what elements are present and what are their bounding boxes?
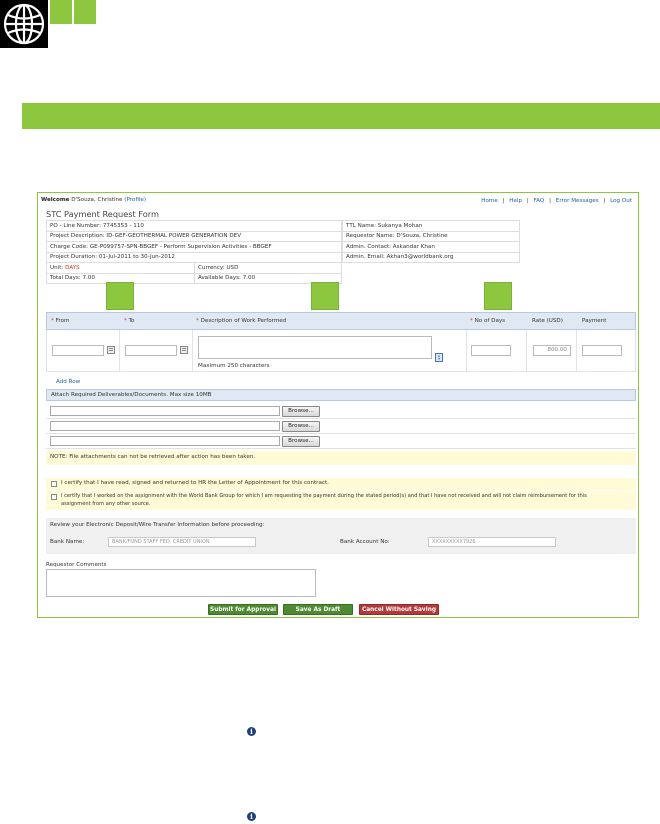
charge-code: Charge Code: GE-P099757-SPN-BBGEF - Perform Supervision Activities - BBGEF (47, 242, 342, 253)
nav-help[interactable]: Help (509, 198, 523, 204)
unit-cell (47, 263, 195, 274)
max-chars-note: Maximum 250 characters (198, 363, 270, 369)
days-input[interactable] (471, 345, 511, 356)
unit-value: DAYS (65, 264, 80, 271)
welcome-text (41, 196, 146, 204)
col-to-label: To (128, 318, 135, 324)
nav-separator: | (549, 198, 551, 204)
bank-info-section (46, 518, 636, 554)
bank-name-field: BANK/FUND STAFF FED. CREDIT UNION (108, 537, 256, 547)
world-bank-logo (0, 0, 48, 48)
to-date-input[interactable] (125, 345, 177, 356)
bank-account-field: XXXXXXXXX7926 (428, 537, 556, 547)
nav-error-messages[interactable]: Error Messages (555, 198, 599, 204)
cert-2-checkbox[interactable] (51, 494, 57, 500)
cert-1-checkbox[interactable] (51, 481, 57, 487)
cert-2-text-line-2: assignment from any other source. (61, 500, 151, 507)
work-description-textarea[interactable] (198, 336, 432, 359)
col-rate: Rate (USD) (532, 318, 563, 324)
textarea-expand-icon[interactable] (435, 353, 443, 362)
attachments-note: NOTE: File attachments can not be retrieved after action has been taken. (46, 451, 636, 465)
ttl-name: TTL Name: Sukanya Mohan (343, 221, 520, 232)
unit-label: Unit: (50, 264, 64, 271)
file-path-input[interactable] (50, 436, 280, 446)
col-payment: Payment (582, 318, 607, 324)
col-divider (119, 330, 120, 372)
user-name: D'Souza, Christine (71, 197, 123, 203)
browse-button[interactable]: Browse... (282, 436, 320, 447)
certification-1 (46, 478, 636, 490)
browse-button[interactable]: Browse... (282, 406, 320, 417)
stc-payment-form (37, 192, 639, 618)
info-icon: i (247, 727, 256, 736)
work-grid-header (46, 312, 636, 330)
nav-home[interactable]: Home (481, 198, 498, 204)
browse-button[interactable]: Browse... (282, 421, 320, 432)
submit-for-approval-button[interactable]: Submit for Approval (208, 604, 278, 615)
info-icon: i (247, 812, 256, 821)
cert-1-text: I certify that I have read, signed and returned to HR the Letter of Appointment for this contract. (61, 480, 329, 486)
admin-email: Admin. Email: Akhan3@worldbank.org (343, 252, 520, 263)
save-as-draft-button[interactable]: Save As Draft (283, 604, 353, 615)
green-marker-1 (106, 282, 134, 310)
form-title: STC Payment Request Form (46, 209, 159, 219)
profile-link[interactable]: (Profile) (124, 197, 147, 203)
cert-2-text-line-1: I certify that I worked on the assignment with the World Bank Group for which I am requesting the payment during the stated period(s) and that I have not received and will not claim reimbursement for this (61, 493, 587, 499)
green-marker-2 (311, 282, 339, 310)
rate-field: 800.00 (533, 345, 571, 356)
required-mark: * (470, 318, 473, 324)
nav-separator: | (603, 198, 606, 204)
project-duration: Project Duration: 01-Jul-2011 to 30-Jun-2012 (47, 252, 342, 263)
col-days-label: No of Days (474, 318, 506, 324)
nav-separator: | (502, 198, 505, 204)
nav-faq[interactable]: FAQ (533, 198, 545, 204)
col-from-label: From (55, 318, 70, 324)
bank-name-label: Bank Name: (50, 539, 85, 545)
welcome-label: Welcome (41, 197, 70, 203)
attachments-header: Attach Required Deliverables/Documents. Max size 10MB (46, 389, 636, 401)
file-path-input[interactable] (50, 421, 280, 431)
cancel-without-saving-button[interactable]: Cancel Without Saving (359, 604, 439, 615)
requestor-comments-textarea[interactable] (46, 569, 316, 597)
col-days (470, 318, 505, 324)
col-from (51, 318, 69, 324)
project-info-table (46, 220, 342, 284)
header-square-2 (74, 0, 96, 24)
attachment-row-3 (46, 434, 636, 449)
project-description: Project Description: ID-GEF-GEOTHERMAL POWER GENERATION DEV (47, 231, 342, 242)
col-description-label: Description of Work Performed (200, 318, 287, 324)
available-days: Available Days: 7.00 (195, 273, 342, 284)
required-mark: * (196, 318, 199, 324)
col-divider (576, 330, 577, 372)
contact-info-table (342, 220, 520, 263)
from-date-input[interactable] (52, 345, 104, 356)
col-description (196, 318, 286, 324)
bank-account-label: Bank Account No: (340, 539, 390, 545)
attachment-row-2 (46, 419, 636, 434)
certification-2 (46, 491, 636, 510)
add-row-link[interactable]: Add Row (56, 379, 81, 385)
globe-icon (0, 0, 48, 48)
nav-separator: | (526, 198, 529, 204)
attachment-row-1 (46, 404, 636, 419)
header-band (22, 103, 660, 129)
header-square-1 (50, 0, 72, 24)
total-days: Total Days: 7.00 (47, 273, 195, 284)
top-nav (478, 197, 632, 205)
col-divider (192, 330, 193, 372)
col-divider (526, 330, 527, 372)
payment-field (582, 345, 622, 356)
required-mark: * (124, 318, 127, 324)
required-mark: * (51, 318, 54, 324)
po-line-number: PO - Line Number: 7745353 - 110 (47, 221, 342, 232)
comments-label: Requestor Comments (46, 562, 107, 568)
green-marker-3 (484, 282, 512, 310)
from-calendar-icon[interactable] (107, 346, 115, 354)
file-path-input[interactable] (50, 406, 280, 416)
work-grid-row (46, 330, 636, 372)
nav-log-out[interactable]: Log Out (610, 198, 632, 204)
admin-contact: Admin. Contact: Askandar Khan (343, 242, 520, 253)
to-calendar-icon[interactable] (180, 346, 188, 354)
requestor-name: Requestor Name: D'Souza, Christine (343, 231, 520, 242)
col-divider (466, 330, 467, 372)
col-to (124, 318, 134, 324)
bank-review-text: Review your Electronic Deposit/Wire Transfer Information before proceeding: (50, 522, 265, 528)
currency: Currency: USD (195, 263, 342, 274)
